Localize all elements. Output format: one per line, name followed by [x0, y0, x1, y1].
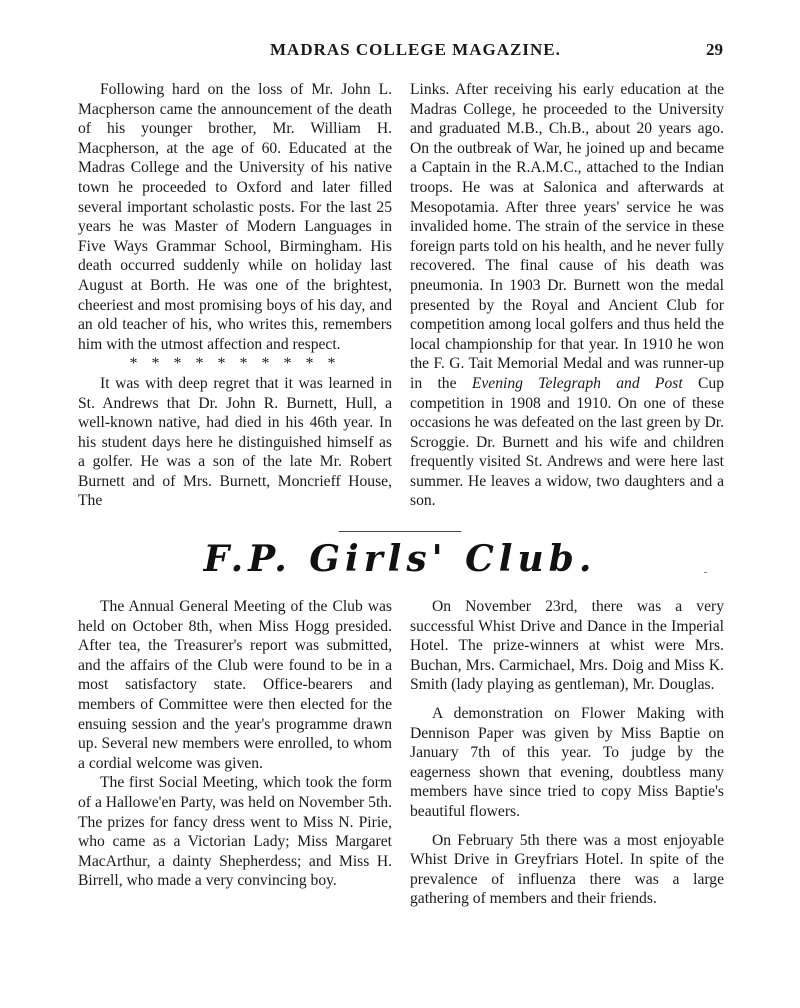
page-number: 29 [706, 40, 723, 59]
obituary-column-left [78, 80, 392, 511]
girls-club-column-right [410, 597, 724, 909]
agm-paragraph: The Annual General Meeting of the Club was held on October 8th, when Miss Hogg presided. After tea, the Treasurer's report was submitted, and the affairs of the Club were found to be in a most satisfactory state. Office-bearers and members of Committee were then elected for the ensuing session and the year's programme drawn up. Several new members were enrolled, to whom a cordial welcome was given. [78, 598, 392, 772]
section-title: F.P. Girls' Club. [203, 538, 597, 580]
macpherson-obituary-paragraph: Following hard on the loss of Mr. John L. Macpherson came the announcement of the death of his younger brother, Mr. William H. Macpherson, at the age of 60. Educated at the Madras College and the University of his native town he proceeded to Oxford and later filled several important scholastic posts. For the last 25 years he was Master of Modern Languages in Five Ways Grammar School, Birmingham. His death occurred suddenly while on holiday last August at Borth. He was one of the brightest, cheeriest and most promising boys of his day, and an old teacher of his, who writes this, remembers him with the utmost affection and respect. [78, 81, 392, 353]
social-meeting-paragraph: The first Social Meeting, which took the form of a Hallowe'en Party, was held on November 5th. The prizes for fancy dress went to Miss N. Pirie, who came as a Victorian Lady; Miss Margaret MacArthur, a dainty Shepherdess; and Miss H. Birrell, who made a very convincing boy. [78, 774, 392, 890]
girls-club-column-left [78, 597, 392, 891]
burnett-obituary-paragraph-start: It was with deep regret that it was learned in St. Andrews that Dr. John R. Burnett, Hull, a well-known native, had died in his 46th year. In his student days here he distinguished himself as a golfer. He was a son of the late Mr. Robert Burnett and of Mrs. Burnett, Moncrieff House, The [78, 374, 392, 510]
greyfriars-whist-paragraph: On February 5th there was a most enjoyable Whist Drive in Greyfriars Hotel. In spite of the prevalence of influenza there was a large gathering of members and their friends. [410, 831, 724, 908]
burnett-text-part-a: Links. After receiving his early education at the Madras College, he proceeded to the University and graduated M.B., Ch.B., about 20 years ago. On the outbreak of War, he joined up and became a Captain in the R.A.M.C., attached to the Indian troops. He was at Salonica and afterwards at Mesopotamia. After three years' service he was invalided home. The strain of the service in these foreign parts told on his health, and he never fully recovered. The final cause of his death was pneumonia. In 1903 Dr. Burnett won the medal presented by the Royal and Ancient Club for competition among local golfers and thus held the local championship for that year. In 1910 he won the F. G. Tait Memorial Medal and was runner-up in the [410, 81, 724, 392]
section-separator-stars: * * * * * * * * * * [129, 355, 341, 373]
print-speck [704, 572, 707, 573]
burnett-text-part-b: Cup competition in 1908 and 1910. On one of these occasions he was defeated on the last green by Dr. Scroggie. Dr. Burnett and his wife and children frequently visited St. Andrews and were here last summer. He leaves a widow, two daughters and a son. [410, 374, 724, 510]
section-divider-rule [339, 531, 461, 532]
flower-making-paragraph: A demonstration on Flower Making with Dennison Paper was given by Miss Baptie on January 7th of this year. To judge by the eagerness shown that evening, doubtless many members have since tried to copy Miss Baptie's beautiful flowers. [410, 704, 724, 820]
whist-drive-dance-paragraph: On November 23rd, there was a very successful Whist Drive and Dance in the Imperial Hotel. The prize-winners at whist were Mrs. Buchan, Mrs. Carmichael, Mrs. Doig and Miss K. Smith (lady playing as gentleman), Mr. Douglas. [410, 598, 724, 694]
obituary-column-right [410, 80, 724, 511]
burnett-obituary-paragraph-continued [410, 80, 724, 511]
running-head: MADRAS COLLEGE MAGAZINE. [270, 40, 561, 59]
newspaper-title: Evening Telegraph and Post [471, 374, 683, 392]
